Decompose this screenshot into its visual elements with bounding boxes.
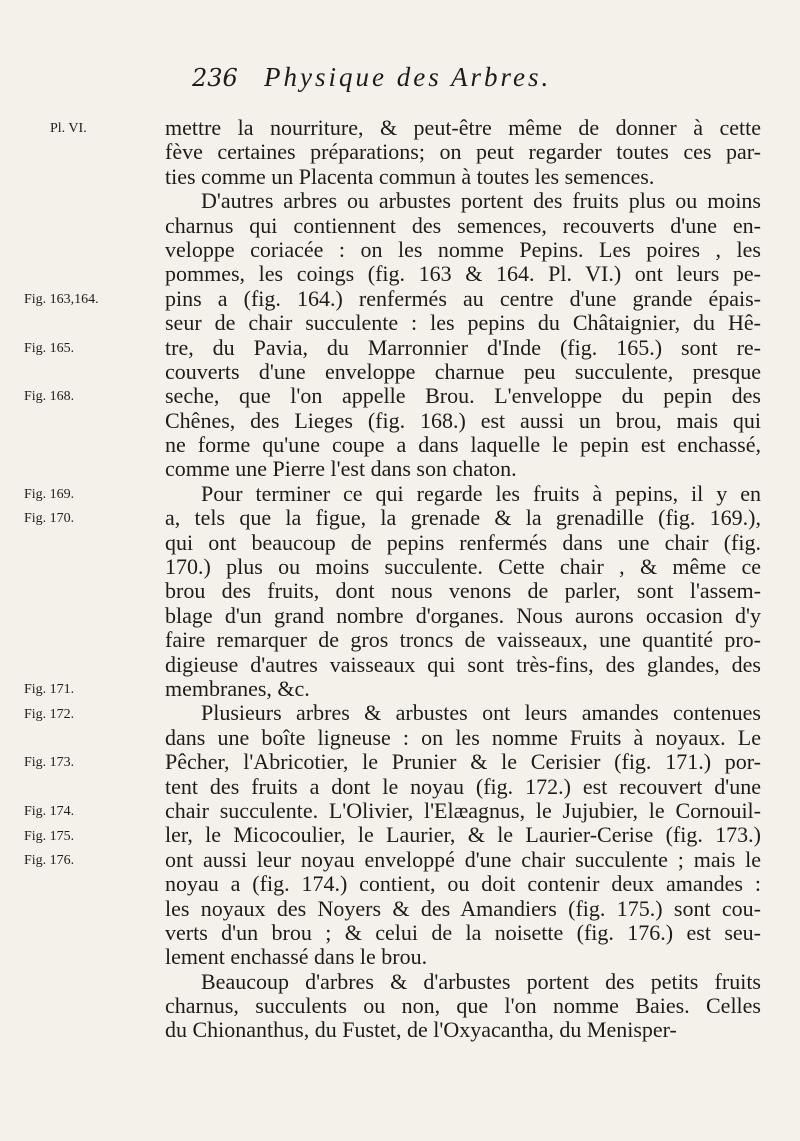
text-line: tre, du Pavia, du Marronnier d'Inde (fig. 165.) sont re- — [165, 334, 761, 360]
text-line: Pour terminer ce qui regarde les fruits à pepins, il y en — [201, 480, 761, 506]
text-line: charnus qui contiennent des semences, recouverts d'une en- — [165, 212, 761, 238]
text-line: ler, le Micocoulier, le Laurier, & le Laurier-Cerise (fig. 173.) — [165, 822, 761, 848]
text-line: seche, que l'on appelle Brou. L'enveloppe du pepin des — [165, 383, 761, 409]
text-line: Pêcher, l'Abricotier, le Prunier & le Cerisier (fig. 171.) por- — [165, 749, 761, 775]
text-line: verts d'un brou ; & celui de la noisette (fig. 176.) est seu- — [165, 919, 761, 945]
text-line: les noyaux des Noyers & des Amandiers (fig. 175.) sont cou- — [165, 895, 761, 921]
margin-figure-reference: Fig. 170. — [24, 511, 75, 527]
body-text — [165, 116, 761, 1043]
margin-figure-reference: Fig. 168. — [24, 389, 75, 405]
text-line: ne forme qu'une coupe a dans laquelle le pepin est enchassé, — [165, 432, 761, 458]
text-line: dans une boîte ligneuse : on les nomme Fruits à noyaux. Le — [165, 724, 761, 750]
text-line: fève certaines préparations; on peut regarder toutes ces par- — [165, 139, 761, 165]
text-line: chair succulente. L'Olivier, l'Elæagnus, le Jujubier, le Cornouil- — [165, 797, 761, 823]
running-title: Physique des Arbres. — [264, 62, 552, 92]
text-line: ties comme un Placenta commun à toutes les semences. — [165, 163, 655, 189]
text-line: blage d'un grand nombre d'organes. Nous aurons occasion d'y — [165, 602, 761, 628]
margin-figure-reference: Fig. 165. — [24, 340, 75, 356]
text-line: seur de chair succulente : les pepins du Châtaignier, du Hê- — [165, 310, 761, 336]
margin-figure-reference: Pl. VI. — [50, 121, 87, 136]
text-line: couverts d'une enveloppe charnue peu succulente, presque — [165, 358, 761, 384]
text-line: lement enchassé dans le brou. — [165, 944, 428, 970]
margin-figure-reference: Fig. 172. — [24, 706, 75, 722]
margin-figure-reference: Fig. 174. — [24, 804, 75, 820]
text-line: Beaucoup d'arbres & d'arbustes portent des petits fruits — [201, 968, 761, 994]
text-line: tent des fruits a dont le noyau (fig. 172.) est recouvert d'une — [165, 773, 761, 799]
margin-figure-reference: Fig. 171. — [24, 682, 75, 698]
text-line: veloppe coriacée : on les nomme Pepins. Les poires , les — [165, 236, 761, 262]
text-line: membranes, &c. — [165, 675, 310, 701]
margin-figure-reference: Fig. 173. — [24, 755, 75, 771]
text-line: Plusieurs arbres & arbustes ont leurs amandes contenues — [201, 700, 761, 726]
text-line: du Chionanthus, du Fustet, de l'Oxyacantha, du Menisper- — [165, 1017, 677, 1043]
text-line: a, tels que la figue, la grenade & la grenadille (fig. 169.), — [165, 505, 761, 531]
page-number: 236 — [192, 64, 238, 92]
text-line: brou des fruits, dont nous venons de parler, sont l'assem- — [165, 578, 761, 604]
margin-figure-reference: Fig. 176. — [24, 853, 75, 868]
text-line: Chênes, des Lieges (fig. 168.) est aussi un brou, mais qui — [165, 407, 761, 433]
text-line: D'autres arbres ou arbustes portent des fruits plus ou moins — [201, 188, 761, 214]
margin-figure-reference: Fig. 175. — [24, 828, 75, 844]
text-line: mettre la nourriture, & peut-être même de donner à cette — [165, 115, 761, 140]
text-line: qui ont beaucoup de pepins renfermés dans une chair (fig. — [165, 529, 761, 555]
text-line: pins a (fig. 164.) renfermés au centre d'une grande épais- — [165, 285, 761, 311]
running-header — [0, 64, 800, 104]
text-line: digieuse d'autres vaisseaux qui sont très-fins, des glandes, des — [165, 651, 761, 677]
margin-figure-reference: Fig. 169. — [24, 487, 75, 502]
text-line: noyau a (fig. 174.) contient, ou doit contenir deux amandes : — [165, 871, 761, 897]
text-line: faire remarquer de gros troncs de vaisseaux, une quantité pro- — [165, 627, 761, 653]
text-line: comme une Pierre l'est dans son chaton. — [165, 456, 517, 482]
text-line: pommes, les coings (fig. 163 & 164. Pl. VI.) ont leurs pe- — [165, 261, 761, 287]
text-line: ont aussi leur noyau enveloppé d'une chair succulente ; mais le — [165, 846, 761, 872]
margin-figure-reference: Fig. 163,164. — [24, 291, 99, 307]
text-line: charnus, succulents ou non, que l'on nomme Baies. Celles — [165, 993, 761, 1019]
text-line: 170.) plus ou moins succulente. Cette chair , & même ce — [165, 554, 761, 580]
